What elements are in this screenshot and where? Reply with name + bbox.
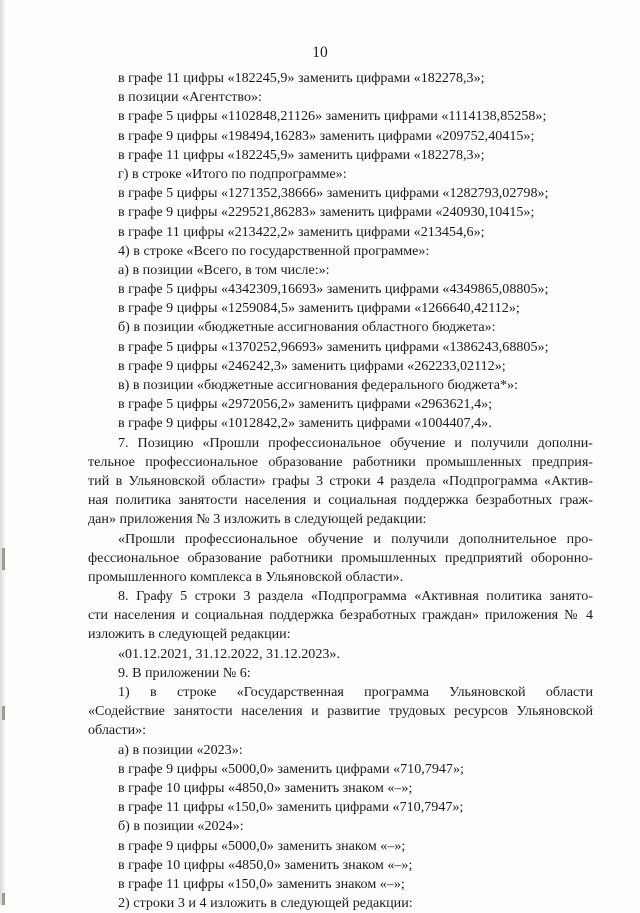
text-line: б) в позиции «бюджетные ассигнования областного бюджета»: <box>118 319 496 336</box>
text-line: тельное профессиональное образование работники промышленных предприя- <box>88 453 593 470</box>
text-line: в графе 11 цифры «213422,2» заменить цифрами «213454,6»; <box>118 223 485 240</box>
text-line: ная политика занятости населения и социальная поддержка безработных граж- <box>88 492 593 509</box>
text-line: изложить в следующей редакции: <box>88 626 291 643</box>
text-line: в графе 11 цифры «182245,9» заменить цифрами «182278,3»; <box>118 70 485 86</box>
text-line: в графе 9 цифры «5000,0» заменить цифрами «710,7947»; <box>118 760 464 777</box>
text-line: в графе 5 цифры «1102848,21126» заменить цифрами «1114138,85258»; <box>118 108 547 125</box>
text-line: в графе 5 цифры «1370252,96693» заменить цифрами «1386243,68805»; <box>118 338 549 355</box>
scan-artifact <box>2 893 5 905</box>
text-line: в графе 11 цифры «150,0» заменить цифрами «710,7947»; <box>118 799 464 816</box>
text-line: 1) в строке «Государственная программа Ульяновской области <box>118 684 593 700</box>
text-line: 8. Графу 5 строки 3 раздела «Подпрограмма «Активная политика занято- <box>118 588 593 605</box>
text-line: «01.12.2021, 31.12.2022, 31.12.2023». <box>118 645 340 662</box>
text-line: в графе 10 цифры «4850,0» заменить знаком «–»; <box>118 856 413 873</box>
page-number: 10 <box>312 44 328 61</box>
text-line: 2) строки 3 и 4 изложить в следующей редакции: <box>118 895 413 912</box>
scan-artifact <box>2 706 5 720</box>
text-line: в графе 9 цифры «5000,0» заменить знаком «–»; <box>118 837 406 854</box>
text-line: 7. Позицию «Прошли профессиональное обучение и получили дополни- <box>118 434 593 451</box>
text-line: в графе 9 цифры «1259084,5» заменить цифрами «1266640,42112»; <box>118 300 520 317</box>
text-line: б) в позиции «2024»: <box>118 818 244 835</box>
document-body <box>88 69 593 913</box>
text-line: в графе 9 цифры «246242,3» заменить цифрами «262233,02112»; <box>118 357 506 374</box>
text-line: в графе 9 цифры «1012842,2» заменить цифрами «1004407,4». <box>118 415 492 432</box>
text-line: в графе 11 цифры «182245,9» заменить цифрами «182278,3»; <box>118 146 485 163</box>
text-line: в) в позиции «бюджетные ассигнования федерального бюджета*»: <box>118 377 519 393</box>
text-line: промышленного комплекса в Ульяновской области». <box>88 568 404 585</box>
text-line: в графе 9 цифры «198494,16283» заменить цифрами «209752,40415»; <box>118 127 535 144</box>
text-line: «Содействие занятости населения и развитие трудовых ресурсов Ульяновской <box>88 703 593 720</box>
text-line: дан» приложения № 3 изложить в следующей редакции: <box>88 511 427 528</box>
text-line: 9. В приложении № 6: <box>118 664 251 681</box>
text-line: в графе 10 цифры «4850,0» заменить знаком «–»; <box>118 779 413 796</box>
text-line: 4) в строке «Всего по государственной программе»: <box>118 242 430 259</box>
text-line: фессиональное образование работники промышленных предприятий оборонно- <box>88 549 593 566</box>
text-line: тий в Ульяновской области» графы 3 строки 4 раздела «Подпрограмма «Актив- <box>88 472 593 489</box>
text-line: в графе 11 цифры «150,0» заменить знаком «–»; <box>118 875 405 892</box>
text-line: области»: <box>88 722 147 739</box>
text-line: а) в позиции «2023»: <box>118 741 243 758</box>
text-line: в графе 9 цифры «229521,86283» заменить цифрами «240930,10415»; <box>118 204 535 221</box>
text-line: «Прошли профессиональное обучение и получили дополнительное про- <box>118 530 593 547</box>
text-line: сти населения и социальная поддержка безработных граждан» приложения № 4 <box>88 607 593 624</box>
text-line: г) в строке «Итого по подпрограмме»: <box>118 165 347 182</box>
text-line: в графе 5 цифры «1271352,38666» заменить цифрами «1282793,02798»; <box>118 185 549 202</box>
text-line: в графе 5 цифры «2972056,2» заменить цифрами «2963621,4»; <box>118 396 493 413</box>
scan-shadow-edge <box>0 0 6 905</box>
text-line: в графе 5 цифры «4342309,16693» заменить цифрами «4349865,08805»; <box>118 281 549 298</box>
text-line: а) в позиции «Всего, в том числе:»: <box>118 261 330 278</box>
text-line: в позиции «Агентство»: <box>118 89 262 106</box>
scan-artifact <box>2 548 5 570</box>
